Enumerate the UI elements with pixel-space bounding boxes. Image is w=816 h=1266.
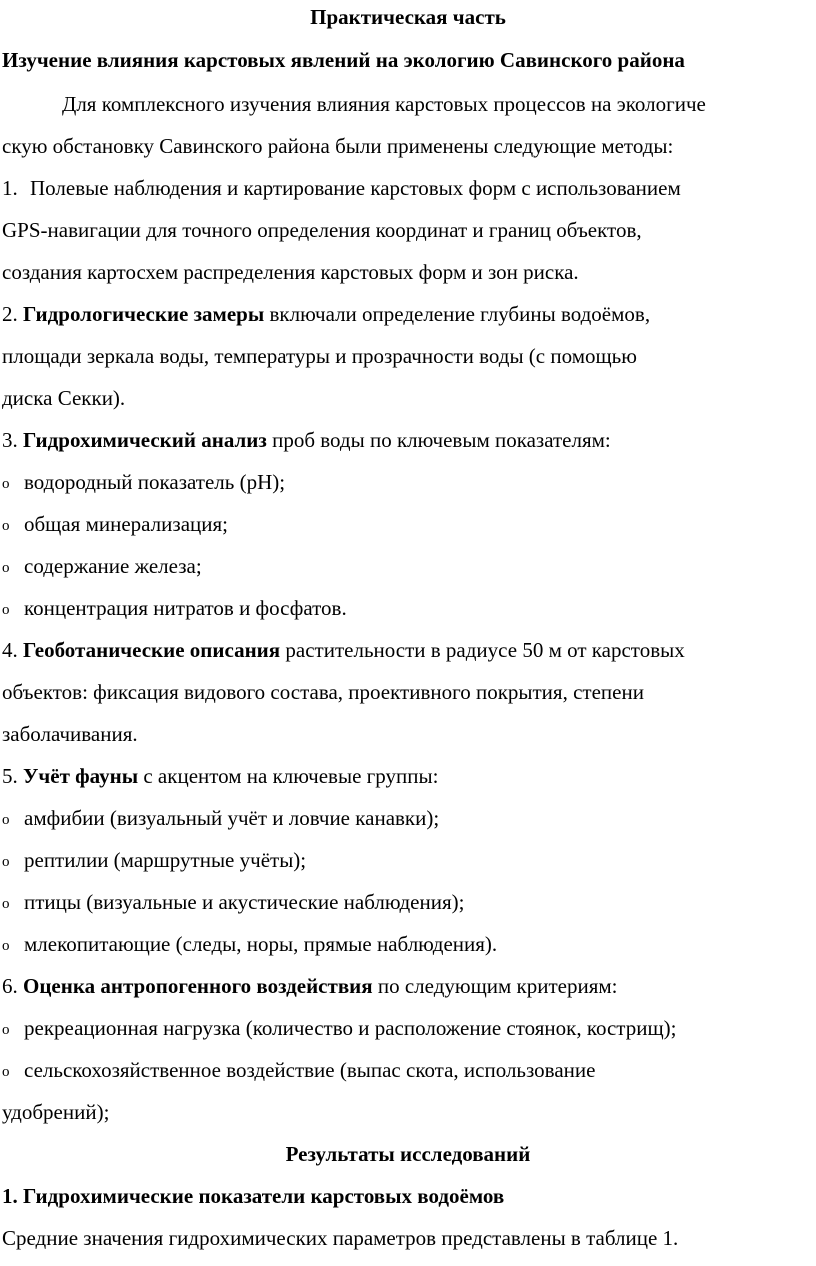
method-3-title: Гидрохимический анализ (23, 428, 267, 452)
list-item: o водородный показатель (pH); (2, 469, 285, 497)
method-4-title: Геоботанические описания (23, 638, 281, 662)
section-1-text: Средние значения гидрохимических параметров представлены в таблице 1. (2, 1226, 679, 1250)
method-4-number: 4. (2, 638, 18, 662)
bullet-icon: o (2, 602, 10, 618)
method-5-line-1 (2, 763, 438, 789)
results-heading: Результаты исследований (285, 1142, 531, 1166)
bullet-icon: o (2, 938, 10, 954)
bullet-icon: o (2, 1064, 10, 1080)
bullet-icon: o (2, 854, 10, 870)
method-2-title: Гидрологические замеры (23, 302, 265, 326)
method-5-text: с акцентом на ключевые группы: (138, 764, 439, 788)
method-1-line-3: создания картосхем распределения карстовых форм и зон риска. (2, 260, 579, 284)
bullet-icon: o (2, 1022, 10, 1038)
method-2-text: включали определение глубины водоёмов, (264, 302, 651, 326)
list-item-continuation: удобрений); (2, 1100, 110, 1124)
bullet-icon: o (2, 812, 10, 828)
method-4-line-1 (2, 637, 685, 663)
method-4-line-3: заболачивания. (2, 722, 138, 746)
bullet-icon: o (2, 560, 10, 576)
method-6-text: по следующим критериям: (372, 974, 618, 998)
intro-line-1: Для комплексного изучения влияния карстовых процессов на экологиче (62, 92, 706, 116)
method-4-line-2: объектов: фиксация видового состава, проективного покрытия, степени (2, 680, 644, 704)
bullet-icon: o (2, 476, 10, 492)
bullet-icon: o (2, 518, 10, 534)
list-item: o птицы (визуальные и акустические наблюдения); (2, 889, 464, 917)
method-6-line-1 (2, 973, 618, 999)
section-1-heading: 1. Гидрохимические показатели карстовых водоёмов (2, 1184, 505, 1208)
method-2-number: 2. (2, 302, 18, 326)
list-item: o амфибии (визуальный учёт и ловчие канавки); (2, 805, 439, 833)
method-3-number: 3. (2, 428, 18, 452)
method-4-text: растительности в радиусе 50 м от карстовых (280, 638, 685, 662)
list-item: o рекреационная нагрузка (количество и расположение стоянок, кострищ); (2, 1015, 676, 1043)
bullet-icon: o (2, 896, 10, 912)
page-subtitle: Изучение влияния карстовых явлений на экологию Савинского района (2, 48, 685, 72)
method-2-line-1 (2, 301, 650, 327)
page-title: Практическая часть (310, 5, 506, 29)
method-1-number: 1. (2, 176, 18, 200)
method-1-text: Полевые наблюдения и картирование карстовых форм с использованием (30, 176, 681, 200)
method-5-number: 5. (2, 764, 18, 788)
list-item: o содержание железа; (2, 553, 202, 581)
method-5-title: Учёт фауны (23, 764, 139, 788)
method-3-line-1 (2, 427, 611, 453)
method-6-title: Оценка антропогенного воздействия (23, 974, 373, 998)
list-item: o сельскохозяйственное воздействие (выпас скота, использование (2, 1057, 595, 1085)
method-2-line-2: площади зеркала воды, температуры и прозрачности воды (с помощью (2, 344, 637, 368)
method-2-line-3: диска Секки). (2, 386, 126, 410)
list-item: o рептилии (маршрутные учёты); (2, 847, 306, 875)
intro-line-2: скую обстановку Савинского района были применены следующие методы: (2, 134, 674, 158)
method-6-number: 6. (2, 974, 18, 998)
list-item: o млекопитающие (следы, норы, прямые наблюдения). (2, 931, 497, 959)
method-3-text: проб воды по ключевым показателям: (266, 428, 611, 452)
method-1-line-2: GPS-навигации для точного определения координат и границ объектов, (2, 218, 642, 242)
list-item: o концентрация нитратов и фосфатов. (2, 595, 347, 623)
method-1-line-1 (2, 175, 681, 201)
list-item: o общая минерализация; (2, 511, 228, 539)
